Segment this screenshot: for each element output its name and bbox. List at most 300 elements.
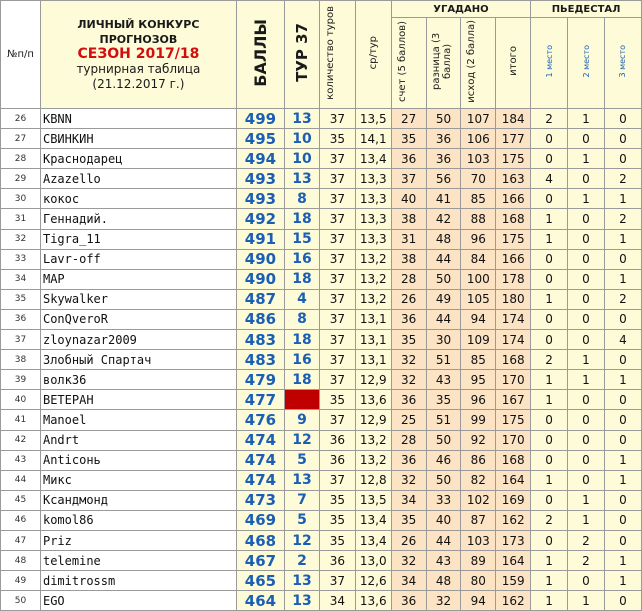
table-row [1, 571, 642, 591]
guessed-total: 180 [496, 289, 531, 309]
guessed-total: 169 [496, 490, 531, 510]
avg-per-tour: 13,0 [355, 551, 391, 571]
guessed-outcome: 99 [461, 410, 496, 430]
table-row [1, 470, 642, 490]
podium-1st: 0 [531, 309, 568, 329]
row-number: 48 [1, 551, 41, 571]
row-number: 32 [1, 229, 41, 249]
subtitle: турнирная таблица [76, 62, 201, 76]
podium-3rd: 1 [604, 229, 641, 249]
guessed-total: 178 [496, 269, 531, 289]
tour-points [285, 390, 320, 410]
podium-1st: 0 [531, 450, 568, 470]
guessed-score: 32 [391, 350, 426, 370]
podium-1st: 0 [531, 410, 568, 430]
guessed-outcome: 80 [461, 571, 496, 591]
podium-3rd: 0 [604, 249, 641, 269]
avg-per-tour: 13,3 [355, 209, 391, 229]
podium-1st: 0 [531, 490, 568, 510]
tours-count: 37 [319, 109, 355, 129]
guessed-total: 166 [496, 249, 531, 269]
podium-1st: 1 [531, 591, 568, 611]
guessed-score: 28 [391, 269, 426, 289]
guessed-diff: 50 [426, 470, 461, 490]
podium-3rd: 0 [604, 530, 641, 550]
points: 469 [236, 510, 284, 530]
row-number: 33 [1, 249, 41, 269]
player-name: Краснодарец [40, 149, 236, 169]
podium-3rd: 0 [604, 149, 641, 169]
guessed-total: 168 [496, 209, 531, 229]
podium-3rd: 4 [604, 330, 641, 350]
tour-points: 18 [285, 370, 320, 390]
podium-2nd: 0 [568, 249, 605, 269]
points: 468 [236, 530, 284, 550]
tours-count: 37 [319, 149, 355, 169]
tours-count: 37 [319, 330, 355, 350]
guessed-score: 32 [391, 370, 426, 390]
guessed-diff: 50 [426, 269, 461, 289]
player-name: komol86 [40, 510, 236, 530]
guessed-score: 32 [391, 470, 426, 490]
guessed-total: 168 [496, 350, 531, 370]
player-name: Anticoнь [40, 450, 236, 470]
player-name: Ксандмонд [40, 490, 236, 510]
podium-3rd: 1 [604, 269, 641, 289]
podium-1st: 0 [531, 149, 568, 169]
row-number: 41 [1, 410, 41, 430]
guessed-score: 40 [391, 189, 426, 209]
tour-points: 7 [285, 490, 320, 510]
podium-2nd: 0 [568, 450, 605, 470]
tour-points: 12 [285, 430, 320, 450]
podium-2nd: 1 [568, 591, 605, 611]
row-number: 49 [1, 571, 41, 591]
guessed-total: 175 [496, 410, 531, 430]
avg-per-tour: 13,3 [355, 169, 391, 189]
guessed-total: 159 [496, 571, 531, 591]
guessed-outcome: 82 [461, 470, 496, 490]
table-row [1, 490, 642, 510]
table-row [1, 551, 642, 571]
podium-3rd: 0 [604, 591, 641, 611]
tour-points: 2 [285, 551, 320, 571]
avg-per-tour: 13,1 [355, 350, 391, 370]
avg-per-tour: 14,1 [355, 129, 391, 149]
guessed-diff: 50 [426, 430, 461, 450]
header-guessed: УГАДАНО [391, 1, 530, 18]
podium-2nd: 0 [568, 209, 605, 229]
podium-2nd: 0 [568, 390, 605, 410]
avg-per-tour: 13,3 [355, 229, 391, 249]
guessed-outcome: 105 [461, 289, 496, 309]
guessed-outcome: 86 [461, 450, 496, 470]
row-number: 50 [1, 591, 41, 611]
podium-2nd: 1 [568, 149, 605, 169]
avg-per-tour: 13,2 [355, 430, 391, 450]
avg-per-tour: 13,1 [355, 309, 391, 329]
tours-count: 37 [319, 269, 355, 289]
guessed-diff: 49 [426, 289, 461, 309]
guessed-score: 36 [391, 591, 426, 611]
podium-1st: 4 [531, 169, 568, 189]
player-name: волк36 [40, 370, 236, 390]
player-name: dimitrossm [40, 571, 236, 591]
points: 474 [236, 470, 284, 490]
podium-1st: 2 [531, 109, 568, 129]
avg-per-tour: 13,4 [355, 149, 391, 169]
podium-3rd: 0 [604, 350, 641, 370]
tours-count: 35 [319, 129, 355, 149]
player-name: ВЕТЕРАН [40, 390, 236, 410]
guessed-score: 36 [391, 390, 426, 410]
player-name: Skywalker [40, 289, 236, 309]
podium-2nd: 1 [568, 370, 605, 390]
player-name: Priz [40, 530, 236, 550]
guessed-total: 174 [496, 309, 531, 329]
guessed-outcome: 85 [461, 189, 496, 209]
header-g-score: счет (5 баллов) [391, 18, 426, 109]
table-row [1, 370, 642, 390]
tours-count: 37 [319, 249, 355, 269]
tours-count: 35 [319, 490, 355, 510]
guessed-outcome: 95 [461, 370, 496, 390]
tours-count: 35 [319, 390, 355, 410]
tour-points: 13 [285, 109, 320, 129]
row-number: 46 [1, 510, 41, 530]
guessed-score: 34 [391, 571, 426, 591]
points: 495 [236, 129, 284, 149]
table-row [1, 129, 642, 149]
avg-per-tour: 13,2 [355, 289, 391, 309]
points: 473 [236, 490, 284, 510]
header-g-outcome: исход (2 балла) [461, 18, 496, 109]
podium-1st: 1 [531, 229, 568, 249]
player-name: EGO [40, 591, 236, 611]
guessed-total: 162 [496, 510, 531, 530]
player-name: KBNN [40, 109, 236, 129]
guessed-outcome: 92 [461, 430, 496, 450]
table-row [1, 169, 642, 189]
guessed-total: 173 [496, 530, 531, 550]
podium-2nd: 0 [568, 229, 605, 249]
podium-3rd: 0 [604, 309, 641, 329]
season-label: СЕЗОН 2017/18 [77, 46, 200, 62]
avg-per-tour: 12,9 [355, 410, 391, 430]
avg-per-tour: 13,4 [355, 530, 391, 550]
guessed-diff: 41 [426, 189, 461, 209]
guessed-total: 170 [496, 430, 531, 450]
points: 476 [236, 410, 284, 430]
guessed-diff: 35 [426, 390, 461, 410]
points: 474 [236, 450, 284, 470]
podium-2nd: 2 [568, 530, 605, 550]
points: 491 [236, 229, 284, 249]
guessed-diff: 30 [426, 330, 461, 350]
tours-count: 37 [319, 309, 355, 329]
podium-1st: 1 [531, 289, 568, 309]
podium-1st: 0 [531, 249, 568, 269]
table-row [1, 209, 642, 229]
tours-count: 34 [319, 591, 355, 611]
player-name: Azazello [40, 169, 236, 189]
tours-count: 37 [319, 189, 355, 209]
header-p3: 3 место [604, 18, 641, 109]
podium-1st: 1 [531, 390, 568, 410]
guessed-score: 36 [391, 149, 426, 169]
guessed-outcome: 96 [461, 390, 496, 410]
guessed-outcome: 103 [461, 149, 496, 169]
podium-1st: 0 [531, 530, 568, 550]
guessed-outcome: 109 [461, 330, 496, 350]
row-number: 45 [1, 490, 41, 510]
guessed-diff: 56 [426, 169, 461, 189]
podium-1st: 2 [531, 510, 568, 530]
row-number: 36 [1, 309, 41, 329]
guessed-score: 27 [391, 109, 426, 129]
guessed-outcome: 85 [461, 350, 496, 370]
guessed-outcome: 94 [461, 591, 496, 611]
guessed-diff: 32 [426, 591, 461, 611]
table-row [1, 109, 642, 129]
avg-per-tour: 13,5 [355, 490, 391, 510]
guessed-diff: 43 [426, 551, 461, 571]
guessed-total: 177 [496, 129, 531, 149]
player-name: Микс [40, 470, 236, 490]
tour-points: 8 [285, 309, 320, 329]
header-num: №п/п [1, 1, 41, 109]
avg-per-tour: 13,2 [355, 269, 391, 289]
title-line2: ПРОГНОЗОВ [99, 33, 178, 46]
player-name: telemine [40, 551, 236, 571]
guessed-score: 36 [391, 309, 426, 329]
row-number: 44 [1, 470, 41, 490]
podium-2nd: 0 [568, 470, 605, 490]
points: 492 [236, 209, 284, 229]
row-number: 29 [1, 169, 41, 189]
avg-per-tour: 13,2 [355, 249, 391, 269]
guessed-outcome: 102 [461, 490, 496, 510]
player-name: MAP [40, 269, 236, 289]
points: 479 [236, 370, 284, 390]
tours-count: 35 [319, 510, 355, 530]
guessed-diff: 33 [426, 490, 461, 510]
row-number: 26 [1, 109, 41, 129]
podium-2nd: 0 [568, 169, 605, 189]
guessed-diff: 48 [426, 229, 461, 249]
tours-count: 37 [319, 289, 355, 309]
podium-1st: 0 [531, 330, 568, 350]
header-score: БАЛЛЫ [236, 1, 284, 109]
table-row [1, 289, 642, 309]
podium-2nd: 0 [568, 289, 605, 309]
guessed-score: 36 [391, 450, 426, 470]
guessed-diff: 36 [426, 129, 461, 149]
guessed-diff: 44 [426, 530, 461, 550]
podium-2nd: 1 [568, 490, 605, 510]
tour-points: 13 [285, 591, 320, 611]
points: 487 [236, 289, 284, 309]
podium-3rd: 1 [604, 189, 641, 209]
avg-per-tour: 13,4 [355, 510, 391, 530]
guessed-total: 170 [496, 370, 531, 390]
podium-1st: 1 [531, 551, 568, 571]
guessed-outcome: 100 [461, 269, 496, 289]
podium-1st: 1 [531, 209, 568, 229]
podium-2nd: 0 [568, 129, 605, 149]
page-title [40, 1, 236, 109]
guessed-diff: 46 [426, 450, 461, 470]
player-name: Andrt [40, 430, 236, 450]
points: 486 [236, 309, 284, 329]
podium-3rd: 0 [604, 410, 641, 430]
table-row [1, 330, 642, 350]
avg-per-tour: 13,6 [355, 390, 391, 410]
points: 467 [236, 551, 284, 571]
avg-per-tour: 13,1 [355, 330, 391, 350]
guessed-total: 163 [496, 169, 531, 189]
player-name: СВИНКИН [40, 129, 236, 149]
points: 490 [236, 249, 284, 269]
tour-points: 12 [285, 530, 320, 550]
tour-points: 16 [285, 249, 320, 269]
guessed-score: 32 [391, 551, 426, 571]
podium-3rd: 0 [604, 390, 641, 410]
table-row [1, 390, 642, 410]
tour-points: 16 [285, 350, 320, 370]
guessed-total: 166 [496, 189, 531, 209]
points: 465 [236, 571, 284, 591]
avg-per-tour: 13,5 [355, 109, 391, 129]
table-row [1, 591, 642, 611]
table-row [1, 510, 642, 530]
points: 494 [236, 149, 284, 169]
row-number: 28 [1, 149, 41, 169]
guessed-diff: 36 [426, 149, 461, 169]
podium-1st: 0 [531, 189, 568, 209]
tour-points: 15 [285, 229, 320, 249]
podium-3rd: 0 [604, 510, 641, 530]
points: 477 [236, 390, 284, 410]
guessed-score: 34 [391, 490, 426, 510]
guessed-score: 28 [391, 430, 426, 450]
avg-per-tour: 13,2 [355, 450, 391, 470]
podium-1st: 0 [531, 129, 568, 149]
table-row [1, 249, 642, 269]
guessed-score: 35 [391, 510, 426, 530]
points: 490 [236, 269, 284, 289]
player-name: Геннадий. [40, 209, 236, 229]
tour-points: 5 [285, 510, 320, 530]
guessed-outcome: 96 [461, 229, 496, 249]
guessed-diff: 42 [426, 209, 461, 229]
podium-3rd: 1 [604, 551, 641, 571]
tour-points: 4 [285, 289, 320, 309]
podium-2nd: 0 [568, 330, 605, 350]
tours-count: 37 [319, 571, 355, 591]
points: 464 [236, 591, 284, 611]
guessed-outcome: 84 [461, 249, 496, 269]
guessed-outcome: 107 [461, 109, 496, 129]
podium-1st: 1 [531, 571, 568, 591]
tours-count: 37 [319, 229, 355, 249]
player-name: Tigra_11 [40, 229, 236, 249]
podium-3rd: 0 [604, 430, 641, 450]
tours-count: 35 [319, 530, 355, 550]
row-number: 42 [1, 430, 41, 450]
header-g-diff: разница (3 балла) [426, 18, 461, 109]
guessed-score: 38 [391, 249, 426, 269]
table-body [1, 109, 642, 611]
guessed-score: 31 [391, 229, 426, 249]
tours-count: 36 [319, 430, 355, 450]
tour-points: 13 [285, 571, 320, 591]
guessed-total: 164 [496, 551, 531, 571]
tours-count: 37 [319, 169, 355, 189]
row-number: 35 [1, 289, 41, 309]
podium-2nd: 0 [568, 571, 605, 591]
podium-3rd: 1 [604, 370, 641, 390]
podium-2nd: 1 [568, 189, 605, 209]
podium-3rd: 1 [604, 450, 641, 470]
tours-count: 37 [319, 470, 355, 490]
table-row [1, 229, 642, 249]
guessed-score: 26 [391, 530, 426, 550]
header-p1: 1 место [531, 18, 568, 109]
podium-1st: 1 [531, 370, 568, 390]
podium-2nd: 2 [568, 551, 605, 571]
title-line1: ЛИЧНЫЙ КОНКУРС [77, 18, 200, 31]
guessed-diff: 44 [426, 309, 461, 329]
date-label: (21.12.2017 г.) [92, 77, 185, 91]
tour-points: 18 [285, 269, 320, 289]
tour-points: 18 [285, 330, 320, 350]
podium-2nd: 0 [568, 430, 605, 450]
tour-points: 13 [285, 169, 320, 189]
guessed-outcome: 106 [461, 129, 496, 149]
guessed-total: 184 [496, 109, 531, 129]
guessed-total: 175 [496, 149, 531, 169]
player-name: Manoel [40, 410, 236, 430]
table-row [1, 450, 642, 470]
points: 483 [236, 330, 284, 350]
avg-per-tour: 13,6 [355, 591, 391, 611]
guessed-score: 38 [391, 209, 426, 229]
podium-1st: 0 [531, 430, 568, 450]
table-row [1, 149, 642, 169]
podium-2nd: 1 [568, 350, 605, 370]
row-number: 31 [1, 209, 41, 229]
tour-points: 13 [285, 470, 320, 490]
guessed-outcome: 89 [461, 551, 496, 571]
row-number: 30 [1, 189, 41, 209]
podium-3rd: 1 [604, 571, 641, 591]
table-row [1, 309, 642, 329]
avg-per-tour: 12,8 [355, 470, 391, 490]
header-count: количество туров [319, 1, 355, 109]
guessed-outcome: 94 [461, 309, 496, 329]
points: 474 [236, 430, 284, 450]
guessed-total: 174 [496, 330, 531, 350]
row-number: 40 [1, 390, 41, 410]
guessed-outcome: 87 [461, 510, 496, 530]
table-row [1, 350, 642, 370]
guessed-diff: 50 [426, 109, 461, 129]
tour-points: 10 [285, 129, 320, 149]
guessed-score: 26 [391, 289, 426, 309]
header-avg: ср/тур [355, 1, 391, 109]
player-name: ConQveroR [40, 309, 236, 329]
